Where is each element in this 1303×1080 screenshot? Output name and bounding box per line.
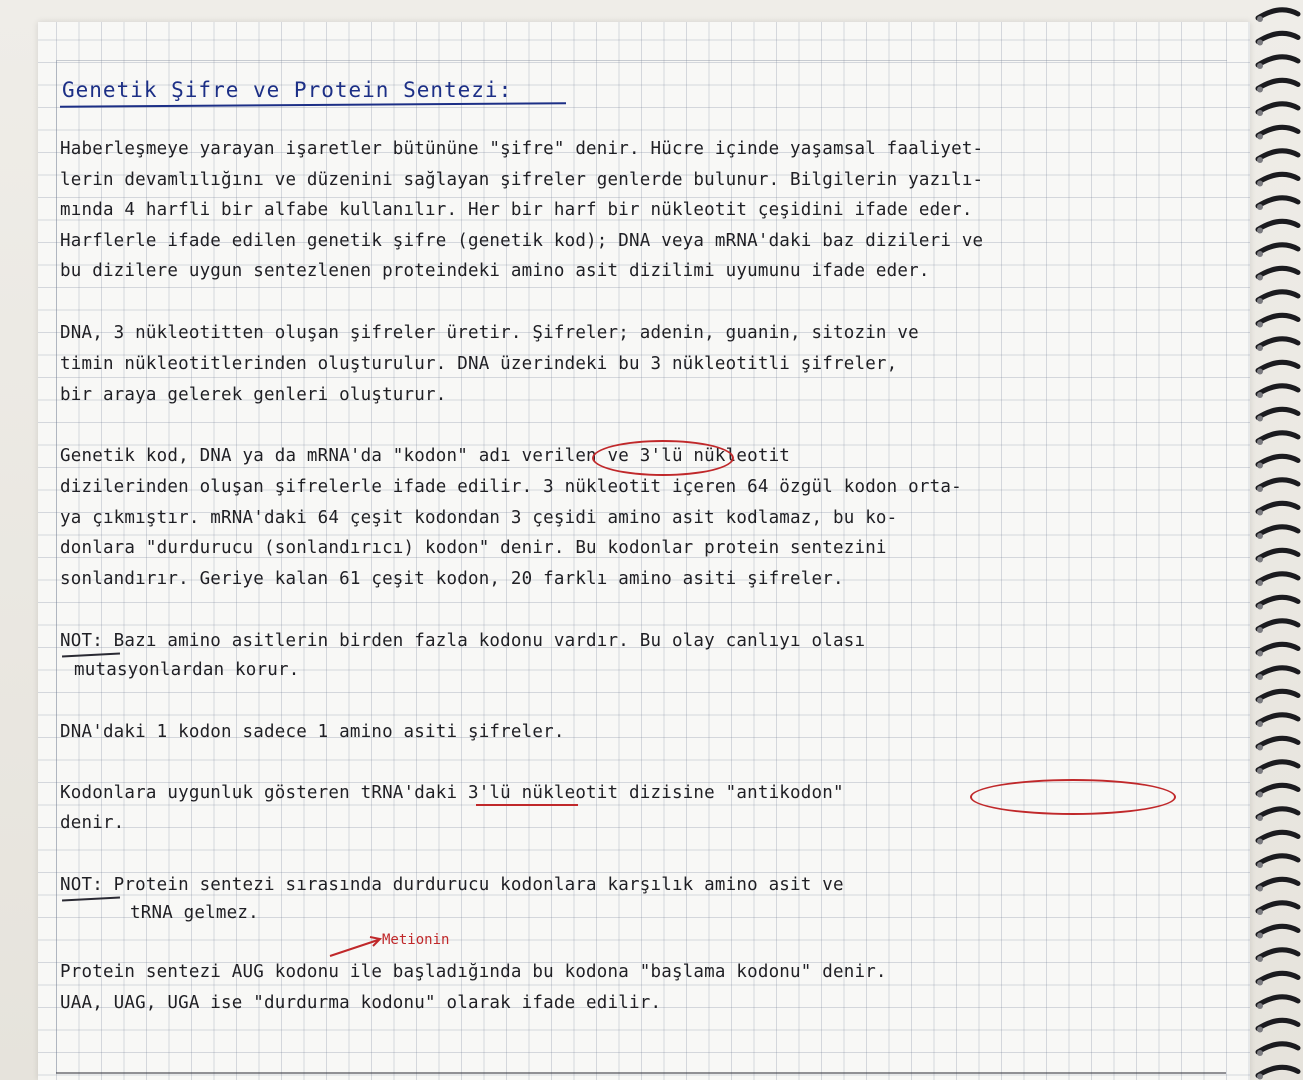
- spiral-coil: [1258, 386, 1298, 394]
- spiral-coil: [1258, 503, 1298, 511]
- spiral-coil: [1258, 151, 1298, 159]
- spiral-hole: [1257, 510, 1263, 516]
- spiral-hole: [1257, 16, 1263, 22]
- p2-line-1: DNA, 3 nükleotitten oluşan şifreler üretir. Şifreler; adenin, guanin, sitozin ve: [60, 323, 919, 343]
- spiral-coil: [1258, 339, 1298, 347]
- spiral-coil: [1258, 762, 1298, 770]
- spiral-hole: [1257, 839, 1263, 845]
- spiral-coil: [1258, 879, 1298, 887]
- spiral-coil: [1258, 104, 1298, 112]
- note1-line-2: mutasyonlardan korur.: [74, 660, 300, 680]
- p3-line-3: ya çıkmıştır. mRNA'daki 64 çeşit kodondan 3 çeşidi amino asit kodlamaz, bu ko-: [60, 508, 898, 528]
- spiral-hole: [1257, 862, 1263, 868]
- spiral-hole: [1257, 392, 1263, 398]
- spiral-hole: [1257, 369, 1263, 375]
- p1-line-3: mında 4 harfli bir alfabe kullanılır. Her bir harf bir nükleotit çeşidini ifade eder.: [60, 200, 973, 220]
- spiral-coil: [1258, 127, 1298, 135]
- spiral-coil: [1258, 433, 1298, 441]
- note2-line-2: tRNA gelmez.: [130, 903, 259, 923]
- spiral-hole: [1257, 110, 1263, 116]
- p1-line-1: Haberleşmeye yarayan işaretler bütününe "şifre" denir. Hücre içinde yaşamsal faaliyet-: [60, 139, 984, 159]
- p3-line-2: dizilerinden oluşan şifrelerle ifade edilir. 3 nükleotit içeren 64 özgül kodon orta-: [60, 477, 962, 497]
- spiral-coil: [1258, 221, 1298, 229]
- spiral-hole: [1257, 181, 1263, 187]
- spiral-hole: [1257, 627, 1263, 633]
- spiral-hole: [1257, 721, 1263, 727]
- spiral-coil: [1258, 621, 1298, 629]
- spiral-hole: [1257, 768, 1263, 774]
- spiral-hole: [1257, 1027, 1263, 1033]
- spiral-hole: [1257, 815, 1263, 821]
- spiral-coil: [1258, 33, 1298, 41]
- page-title: Genetik Şifre ve Protein Sentezi:: [62, 78, 513, 102]
- spiral-hole: [1257, 604, 1263, 610]
- p3-line-1: Genetik kod, DNA ya da mRNA'da "kodon" adı verilen ve 3'lü nükleotit: [60, 446, 791, 466]
- spiral-hole: [1257, 909, 1263, 915]
- spiral-coil: [1258, 574, 1298, 582]
- spiral-coil: [1258, 292, 1298, 300]
- spiral-hole: [1257, 651, 1263, 657]
- spiral-hole: [1257, 980, 1263, 986]
- spiral-hole: [1257, 251, 1263, 257]
- spiral-hole: [1257, 87, 1263, 93]
- page-bottom-rule: [56, 1072, 1226, 1074]
- spiral-binding-icon: [1250, 0, 1303, 1080]
- spiral-coil: [1258, 1044, 1298, 1052]
- spiral-coil: [1258, 832, 1298, 840]
- p4-line-1: DNA'daki 1 kodon sadece 1 amino asiti şifreler.: [60, 722, 565, 742]
- p3-line-4: donlara "durdurucu (sonlandırıcı) kodon" denir. Bu kodonlar protein sentezini: [60, 538, 887, 558]
- spiral-hole: [1257, 298, 1263, 304]
- spiral-coil: [1258, 668, 1298, 676]
- spiral-hole: [1257, 275, 1263, 281]
- spiral-hole: [1257, 933, 1263, 939]
- p3-line-5: sonlandırır. Geriye kalan 61 çeşit kodon, 20 farklı amino asiti şifreler.: [60, 569, 844, 589]
- note1-line-1: NOT: Bazı amino asitlerin birden fazla kodonu vardır. Bu olay canlıyı olası: [60, 631, 866, 651]
- spiral-coil: [1258, 785, 1298, 793]
- spiral-hole: [1257, 792, 1263, 798]
- p2-line-2: timin nükleotitlerinden oluşturulur. DNA üzerindeki bu 3 nükleotitli şifreler,: [60, 354, 898, 374]
- spiral-hole: [1257, 134, 1263, 140]
- p5-line-2: denir.: [60, 813, 125, 833]
- note2-line-1: NOT: Protein sentezi sırasında durdurucu kodonlara karşılık amino asit ve: [60, 875, 844, 895]
- spiral-hole: [1257, 40, 1263, 46]
- spiral-hole: [1257, 416, 1263, 422]
- spiral-coil: [1258, 315, 1298, 323]
- spiral-coil: [1258, 362, 1298, 370]
- spiral-coil: [1258, 691, 1298, 699]
- p1-line-2: lerin devamlılığını ve düzenini sağlayan şifreler genlerde bulunur. Bilgilerin yazılı-: [60, 170, 984, 190]
- arrow-icon: [326, 934, 386, 960]
- spiral-hole: [1257, 463, 1263, 469]
- spiral-hole: [1257, 956, 1263, 962]
- p2-line-3: bir araya gelerek genleri oluşturur.: [60, 385, 447, 405]
- spiral-hole: [1257, 557, 1263, 563]
- spiral-coil: [1258, 57, 1298, 65]
- spiral-hole: [1257, 533, 1263, 539]
- spiral-hole: [1257, 674, 1263, 680]
- spiral-coil: [1258, 856, 1298, 864]
- spiral-hole: [1257, 157, 1263, 163]
- spiral-hole: [1257, 1003, 1263, 1009]
- kodon-circle: [592, 440, 734, 476]
- spiral-coil: [1258, 456, 1298, 464]
- spiral-coil: [1258, 715, 1298, 723]
- spiral-hole: [1257, 1074, 1263, 1080]
- spiral-coil: [1258, 174, 1298, 182]
- spiral-coil: [1258, 198, 1298, 206]
- spiral-coil: [1258, 973, 1298, 981]
- spiral-hole: [1257, 698, 1263, 704]
- spiral-coil: [1258, 738, 1298, 746]
- spiral-coil: [1258, 80, 1298, 88]
- p6-line-1: Protein sentezi AUG kodonu ile başladığında bu kodona "başlama kodonu" denir.: [60, 962, 887, 982]
- spiral-hole: [1257, 345, 1263, 351]
- spiral-coil: [1258, 480, 1298, 488]
- spiral-coil: [1258, 1020, 1298, 1028]
- spiral-coil: [1258, 997, 1298, 1005]
- spiral-coil: [1258, 809, 1298, 817]
- p1-line-5: bu dizilere uygun sentezlenen proteindeki amino asit dizilimi uyumunu ifade eder.: [60, 261, 930, 281]
- trna-underline: [476, 804, 578, 806]
- spiral-hole: [1257, 322, 1263, 328]
- spiral-hole: [1257, 63, 1263, 69]
- p5-line-1: Kodonlara uygunluk gösteren tRNA'daki 3'lü nükleotit dizisine "antikodon": [60, 783, 844, 803]
- spiral-hole: [1257, 204, 1263, 210]
- spiral-coil: [1258, 10, 1298, 18]
- spiral-coil: [1258, 527, 1298, 535]
- annotation-metionin: Metionin: [382, 932, 450, 948]
- spiral-hole: [1257, 486, 1263, 492]
- p1-line-4: Harflerle ifade edilen genetik şifre (genetik kod); DNA veya mRNA'daki baz dizileri ve: [60, 231, 984, 251]
- spiral-hole: [1257, 745, 1263, 751]
- spiral-coil: [1258, 926, 1298, 934]
- spiral-hole: [1257, 886, 1263, 892]
- spiral-hole: [1257, 228, 1263, 234]
- spiral-coil: [1258, 950, 1298, 958]
- spiral-coil: [1258, 245, 1298, 253]
- spiral-hole: [1257, 439, 1263, 445]
- spiral-coil: [1258, 409, 1298, 417]
- antikodon-circle: [970, 779, 1176, 815]
- spiral-coil: [1258, 1067, 1298, 1075]
- spiral-coil: [1258, 597, 1298, 605]
- spiral-coil: [1258, 903, 1298, 911]
- spiral-coil: [1258, 550, 1298, 558]
- spiral-coil: [1258, 268, 1298, 276]
- spiral-hole: [1257, 580, 1263, 586]
- p6-line-2: UAA, UAG, UGA ise "durdurma kodonu" olarak ifade edilir.: [60, 993, 662, 1013]
- spiral-coil: [1258, 644, 1298, 652]
- spiral-hole: [1257, 1050, 1263, 1056]
